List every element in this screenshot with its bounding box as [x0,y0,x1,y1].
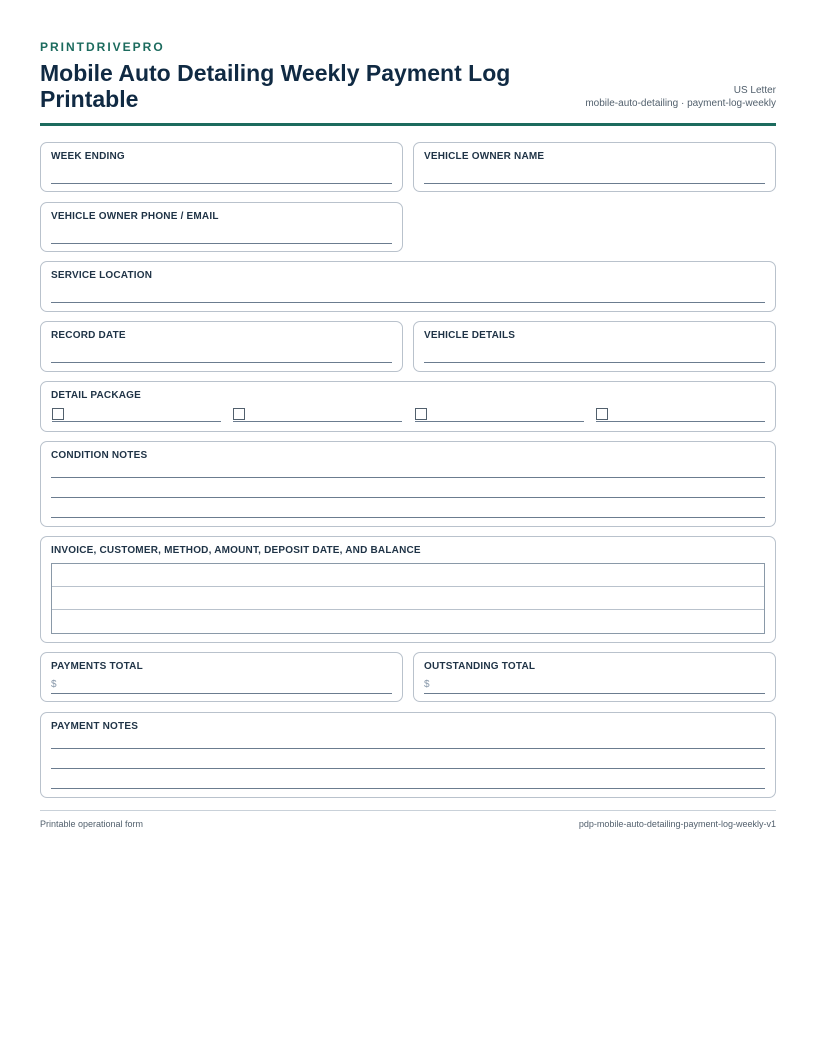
detail-package-checkbox-2[interactable] [233,408,245,420]
table-row[interactable] [52,587,764,610]
outstanding-total-line[interactable] [424,693,765,694]
condition-notes-label: CONDITION NOTES [51,450,148,461]
payment-table-field [40,536,776,643]
payment-notes-field[interactable] [40,712,776,798]
record-date-label: RECORD DATE [51,330,126,341]
detail-package-option-line-4[interactable] [596,421,765,422]
paper-size: US Letter [733,85,776,96]
payments-total-field[interactable] [40,652,403,702]
condition-notes-line-1[interactable] [51,477,765,478]
payment-notes-line-1[interactable] [51,748,765,749]
detail-package-checkbox-1[interactable] [52,408,64,420]
service-location-line[interactable] [51,302,765,303]
vehicle-owner-name-line[interactable] [424,183,765,184]
page-footer [40,810,776,829]
detail-package-label: DETAIL PACKAGE [51,390,142,401]
detail-package-option-line-1[interactable] [52,421,221,422]
vehicle-details-field[interactable] [413,321,776,372]
condition-notes-line-3[interactable] [51,517,765,518]
service-location-field[interactable] [40,261,776,312]
payments-total-currency: $ [51,679,57,690]
week-ending-label: WEEK ENDING [51,151,125,162]
detail-package-option-line-2[interactable] [233,421,402,422]
vehicle-details-label: VEHICLE DETAILS [424,330,516,341]
week-ending-line[interactable] [51,183,392,184]
payment-notes-label: PAYMENT NOTES [51,721,139,732]
detail-package-checkbox-4[interactable] [596,408,608,420]
outstanding-total-currency: $ [424,679,430,690]
outstanding-total-field[interactable] [413,652,776,702]
payment-table-grid [51,563,765,634]
vehicle-owner-name-label: VEHICLE OWNER NAME [424,151,545,162]
footer-form-id: pdp-mobile-auto-detailing-payment-log-weekly-v1 [578,819,776,829]
week-ending-field[interactable] [40,142,403,192]
brand-logo-text: PRINTDRIVEPRO [40,40,165,54]
form-meta [585,84,776,110]
table-row[interactable] [52,564,764,587]
form-header [40,40,776,126]
condition-notes-field[interactable] [40,441,776,527]
payment-notes-line-3[interactable] [51,788,765,789]
payments-total-line[interactable] [51,693,392,694]
service-location-label: SERVICE LOCATION [51,270,153,281]
record-date-line[interactable] [51,362,392,363]
vehicle-owner-contact-field[interactable] [40,202,403,252]
page-title: Mobile Auto Detailing Weekly Payment Log Printable [40,60,511,112]
vehicle-owner-name-field[interactable] [413,142,776,192]
vehicle-owner-contact-line[interactable] [51,243,392,244]
table-row[interactable] [52,610,764,633]
vehicle-owner-contact-label: VEHICLE OWNER PHONE / EMAIL [51,211,219,222]
vehicle-details-line[interactable] [424,362,765,363]
record-date-field[interactable] [40,321,403,372]
detail-package-checkbox-3[interactable] [415,408,427,420]
footer-description: Printable operational form [40,819,144,829]
payment-notes-line-2[interactable] [51,768,765,769]
form-page [40,40,776,732]
form-tags: mobile-auto-detailing · payment-log-weekly [585,98,776,109]
payments-total-label: PAYMENTS TOTAL [51,661,143,672]
payment-table-label: INVOICE, CUSTOMER, METHOD, AMOUNT, DEPOSIT DATE, AND BALANCE [51,545,421,556]
detail-package-field [40,381,776,432]
detail-package-option-line-3[interactable] [415,421,584,422]
outstanding-total-label: OUTSTANDING TOTAL [424,661,536,672]
condition-notes-line-2[interactable] [51,497,765,498]
